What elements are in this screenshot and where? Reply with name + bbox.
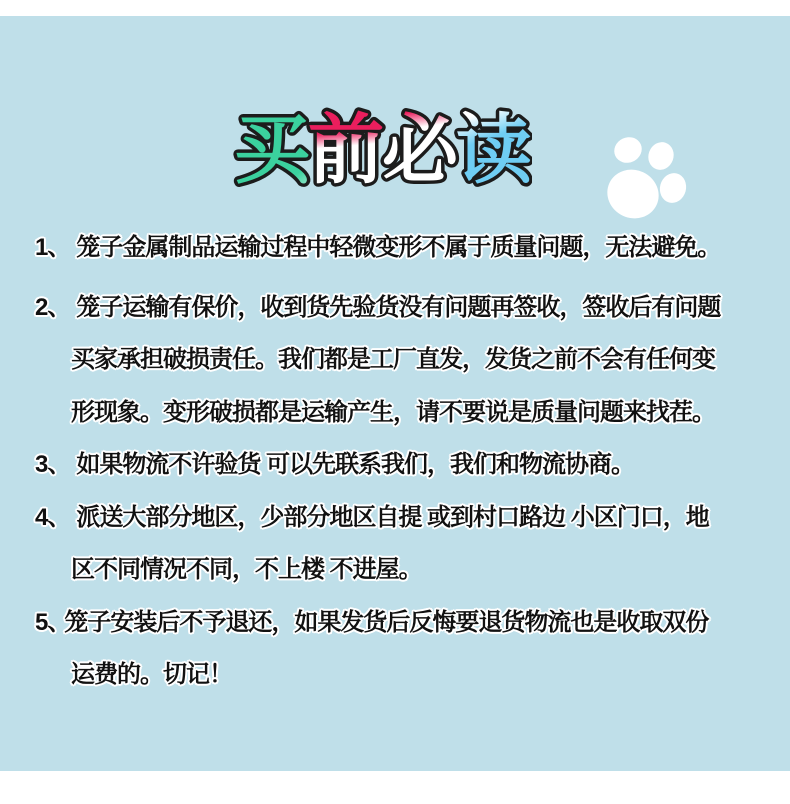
- svg-text:买 前 必: [234, 108, 532, 193]
- paw-print-icon: [598, 128, 698, 228]
- notice-item-4-line-1: [35, 492, 765, 545]
- item-text: 笼子运输有保价，收到货先验货没有问题再签收，签收后有问题: [76, 293, 721, 321]
- page-title: [232, 96, 532, 200]
- item-number: 3、: [35, 451, 71, 478]
- notice-item-1-line-1: [35, 222, 765, 275]
- item-number: 4、: [35, 503, 71, 531]
- notice-item-5-line-1: [35, 597, 765, 650]
- notice-item-4: [35, 492, 765, 597]
- item-text: 如果物流不许验货 可以先联系我们，我们和物流协商。: [76, 451, 635, 478]
- notice-list: [35, 222, 765, 702]
- item-number: 2、: [35, 293, 71, 321]
- item-number: 5、: [35, 608, 71, 636]
- notice-item-3: [35, 439, 765, 492]
- notice-item-1: [35, 222, 765, 275]
- notice-item-2-line-2: 买家承担破损责任。我们都是工厂直发，发货之前不会有任何变: [71, 346, 715, 373]
- notice-item-4-line-2: 区不同情况不同，不上楼 不进屋。: [71, 556, 422, 583]
- title-char-2: 前: [308, 108, 384, 193]
- item-text: 笼子金属制品运输过程中轻微变形不属于质量问题，无法避免。: [76, 234, 721, 261]
- notice-item-5: [35, 597, 765, 702]
- notice-panel: [0, 16, 790, 771]
- item-text: 笼子安装后不予退还，如果发货后反悔要退货物流也是收取双份: [64, 608, 709, 636]
- notice-item-2: [35, 282, 765, 440]
- item-number: 1、: [35, 234, 71, 261]
- notice-item-2-line-1: [35, 282, 765, 335]
- notice-item-2-line-3: 形现象。变形破损都是运输产生，请不要说是质量问题来找茬。: [71, 398, 715, 426]
- title-char-3: 必: [382, 108, 458, 193]
- item-text: 派送大部分地区，少部分地区自提 或到村口路边 小区门口，地: [76, 503, 709, 531]
- notice-item-5-line-2: 运费的。切记！: [71, 661, 232, 688]
- title-char-1: 买: [234, 108, 310, 193]
- notice-item-3-line-1: [35, 439, 765, 492]
- title-char-4: 读: [456, 108, 532, 193]
